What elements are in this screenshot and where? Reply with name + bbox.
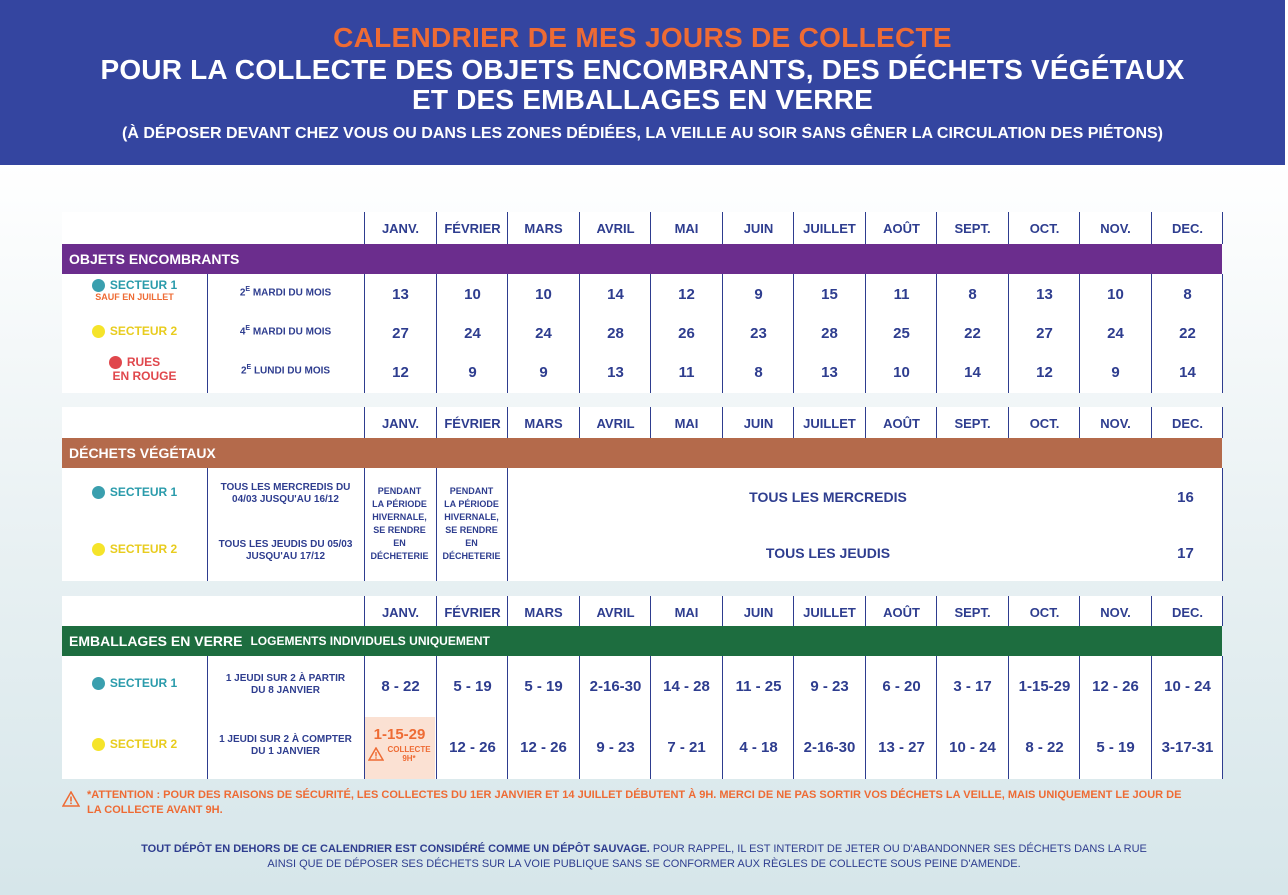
- date-cell: 10: [464, 285, 481, 303]
- wide-thursdays: TOUS LES JEUDIS: [765, 545, 891, 561]
- date-cell: 28: [821, 324, 838, 342]
- rule-sector-1: 1 JEUDI SUR 2 À PARTIR DU 8 JANVIER: [225, 673, 346, 696]
- grid-divider: [207, 468, 208, 581]
- date-cell: 8: [1183, 285, 1192, 303]
- date-cell: 10 - 24: [949, 738, 996, 756]
- date-cell: 9: [754, 285, 763, 303]
- verre-title: EMBALLAGES EN VERRE: [69, 633, 243, 649]
- rule-sector-2: 1 JEUDI SUR 2 À COMPTER DU 1 JANVIER: [219, 734, 352, 757]
- month-header: MARS: [524, 604, 563, 620]
- page-heading-line2: ET DES EMBALLAGES EN VERRE: [411, 84, 874, 115]
- safety-warning: [62, 788, 1222, 818]
- grid-divider: [364, 468, 365, 581]
- grid-divider: [1079, 596, 1080, 626]
- month-header: AVRIL: [596, 604, 635, 620]
- grid-divider: [1008, 212, 1009, 244]
- grid-divider: [1151, 596, 1152, 626]
- date-cell: 26: [678, 324, 695, 342]
- grid-divider: [1079, 407, 1080, 438]
- warning-line-2: LA COLLECTE AVANT 9H.: [87, 804, 223, 816]
- date-cell: 23: [750, 324, 767, 342]
- grid-divider: [865, 656, 866, 779]
- date-cell: 8 - 22: [1025, 738, 1064, 756]
- rule-sector-2: $4^E$ MARDI DU MOIS: [239, 325, 332, 338]
- date-cell: 15: [821, 285, 838, 303]
- footer-bold: TOUT DÉPÔT EN DEHORS DE CE CALENDRIER EST CONSIDÉRÉ COMME UN DÉPÔT SAUVAGE.: [141, 843, 650, 855]
- date-cell: 27: [1036, 324, 1053, 342]
- grid-divider: [793, 212, 794, 244]
- date-cell: 13 - 27: [878, 738, 925, 756]
- month-header: JUIN: [743, 604, 774, 620]
- footer-notice: [0, 842, 1288, 872]
- grid-divider: [507, 656, 508, 779]
- month-header: SEPT.: [954, 220, 991, 236]
- verre-band: [62, 626, 1222, 656]
- vegetaux-title: DÉCHETS VÉGÉTAUX: [69, 445, 216, 461]
- grid-divider: [507, 274, 508, 393]
- vegetaux-section: [62, 407, 1222, 581]
- month-header: JANV.: [381, 415, 420, 431]
- red-dot-icon: [109, 356, 122, 369]
- date-cell: 10 - 24: [1164, 677, 1211, 695]
- date-cell: 10: [893, 363, 910, 381]
- sector-1-label: SECTEUR 1: [62, 676, 207, 690]
- sector-1-note: SAUF EN JUILLET: [95, 292, 174, 303]
- yellow-dot-icon: [92, 543, 105, 556]
- date-cell: 10: [1107, 285, 1124, 303]
- vegetaux-band: [62, 438, 1222, 468]
- grid-divider: [1151, 656, 1152, 779]
- date-cell: 13: [607, 363, 624, 381]
- date-cell: 25: [893, 324, 910, 342]
- date-cell: 27: [392, 324, 409, 342]
- grid-divider: [364, 274, 365, 393]
- teal-dot-icon: [92, 279, 105, 292]
- date-cell: 8: [968, 285, 977, 303]
- rule-sector-1: $2^E$ MARDI DU MOIS: [239, 286, 332, 299]
- jan-sector-2-dates: 1-15-29: [373, 726, 426, 743]
- date-cell: 7 - 21: [667, 738, 706, 756]
- month-header: JUILLET: [803, 220, 856, 236]
- grid-divider: [1079, 274, 1080, 393]
- month-header: JUILLET: [803, 604, 856, 620]
- date-cell: 24: [1107, 324, 1124, 342]
- grid-divider: [364, 407, 365, 438]
- grid-divider: [436, 212, 437, 244]
- date-cell: 12 - 26: [449, 738, 496, 756]
- date-cell: 9: [1111, 363, 1120, 381]
- grid-divider: [650, 596, 651, 626]
- grid-divider: [722, 274, 723, 393]
- month-header: AOÛT: [883, 415, 920, 431]
- grid-divider: [1222, 596, 1223, 626]
- date-cell: 12: [392, 363, 409, 381]
- date-cell: 12 - 26: [520, 738, 567, 756]
- month-header: FÉVRIER: [444, 415, 501, 431]
- grid-divider: [1222, 274, 1223, 393]
- grid-divider: [722, 656, 723, 779]
- date-cell: 13: [1036, 285, 1053, 303]
- grid-divider: [1008, 407, 1009, 438]
- date-cell: 9 - 23: [810, 677, 849, 695]
- month-header: JANV.: [381, 220, 420, 236]
- grid-divider: [1151, 274, 1152, 393]
- date-cell: 9 - 23: [596, 738, 635, 756]
- date-cell: 2-16-30: [803, 738, 856, 756]
- grid-divider: [936, 596, 937, 626]
- rule-red-streets: $2^E$ LUNDI DU MOIS: [240, 364, 331, 377]
- date-cell: 14: [607, 285, 624, 303]
- grid-divider: [865, 596, 866, 626]
- rule-sector-1: TOUS LES MERCREDIS DU 04/03 JUSQU'AU 16/12: [220, 482, 351, 505]
- date-cell: 22: [1179, 324, 1196, 342]
- date-cell: 24: [535, 324, 552, 342]
- grid-divider: [722, 212, 723, 244]
- grid-divider: [436, 274, 437, 393]
- sector-2-label: SECTEUR 2: [62, 542, 207, 556]
- grid-divider: [1222, 212, 1223, 244]
- page-header: [0, 0, 1285, 165]
- warning-icon: [368, 747, 384, 761]
- grid-divider: [936, 274, 937, 393]
- month-header: AVRIL: [596, 220, 635, 236]
- date-cell: 28: [607, 324, 624, 342]
- date-cell: 8: [754, 363, 763, 381]
- month-header: DEC.: [1171, 415, 1204, 431]
- grid-divider: [1222, 656, 1223, 779]
- date-cell: 3 - 17: [953, 677, 992, 695]
- yellow-dot-icon: [92, 325, 105, 338]
- grid-divider: [650, 656, 651, 779]
- date-cell: 3-17-31: [1161, 738, 1214, 756]
- date-cell: 22: [964, 324, 981, 342]
- grid-divider: [1151, 212, 1152, 244]
- sector-2-label: SECTEUR 2: [62, 737, 207, 751]
- grid-divider: [507, 212, 508, 244]
- sector-1-label: SECTEUR 1: [62, 485, 207, 499]
- grid-divider: [865, 274, 866, 393]
- grid-divider: [579, 212, 580, 244]
- date-cell: 9: [468, 363, 477, 381]
- encombrants-band: [62, 244, 1222, 274]
- warning-line-1: *ATTENTION : POUR DES RAISONS DE SÉCURITÉ, LES COLLECTES DU 1ER JANVIER ET 14 JUILLET DÉBUTENT À 9H. MERCI DE NE PAS SORTIR VOS DÉCHETS LA VEILLE, MAIS UNIQUEMENT LE JOUR DE: [87, 789, 1182, 801]
- winter-note-jan: PENDANT LA PÉRIODE HIVERNALE, SE RENDRE EN DÉCHETERIE: [370, 486, 429, 561]
- winter-note-feb: PENDANT LA PÉRIODE HIVERNALE, SE RENDRE EN DÉCHETERIE: [442, 486, 501, 561]
- encombrants-title: OBJETS ENCOMBRANTS: [69, 251, 240, 267]
- month-header: JUIN: [743, 415, 774, 431]
- grid-divider: [650, 274, 651, 393]
- grid-divider: [364, 212, 365, 244]
- page-title: CALENDRIER DE MES JOURS DE COLLECTE: [333, 22, 952, 53]
- page-heading-line1: POUR LA COLLECTE DES OBJETS ENCOMBRANTS, DES DÉCHETS VÉGÉTAUX: [100, 54, 1185, 85]
- grid-divider: [1008, 656, 1009, 779]
- grid-divider: [1222, 468, 1223, 581]
- grid-divider: [1008, 596, 1009, 626]
- month-header: JANV.: [381, 604, 420, 620]
- rule-sector-2: TOUS LES JEUDIS DU 05/03 JUSQU'AU 17/12: [218, 539, 353, 562]
- month-header: OCT.: [1029, 604, 1060, 620]
- date-cell: 1-15-29: [1018, 677, 1071, 695]
- red-streets-label: RUES EN ROUGE: [62, 355, 207, 383]
- month-header: MAI: [674, 604, 699, 620]
- date-cell: 10: [535, 285, 552, 303]
- month-header: OCT.: [1029, 415, 1060, 431]
- grid-divider: [436, 468, 437, 581]
- grid-divider: [1008, 274, 1009, 393]
- grid-divider: [865, 407, 866, 438]
- teal-dot-icon: [92, 677, 105, 690]
- yellow-dot-icon: [92, 738, 105, 751]
- grid-divider: [436, 656, 437, 779]
- month-header: DEC.: [1171, 220, 1204, 236]
- grid-divider: [364, 596, 365, 626]
- grid-divider: [650, 407, 651, 438]
- grid-divider: [579, 407, 580, 438]
- date-cell: 4 - 18: [739, 738, 778, 756]
- date-cell: 12: [678, 285, 695, 303]
- date-cell: 11: [893, 285, 910, 303]
- month-header: JUILLET: [803, 415, 856, 431]
- encombrants-section: [62, 212, 1222, 393]
- grid-divider: [793, 656, 794, 779]
- teal-dot-icon: [92, 486, 105, 499]
- month-header: OCT.: [1029, 220, 1060, 236]
- grid-divider: [1079, 212, 1080, 244]
- grid-divider: [436, 407, 437, 438]
- sector-1-label: SECTEUR 1 SAUF EN JUILLET: [62, 278, 207, 302]
- month-header: SEPT.: [954, 415, 991, 431]
- month-header: AVRIL: [596, 415, 635, 431]
- grid-divider: [207, 656, 208, 779]
- grid-divider: [650, 212, 651, 244]
- month-header: NOV.: [1100, 220, 1131, 236]
- page-subtitle: (À DÉPOSER DEVANT CHEZ VOUS OU DANS LES ZONES DÉDIÉES, LA VEILLE AU SOIR SANS GÊNER LA CIRCULATION DES PIÉTONS): [122, 125, 1163, 142]
- month-header: MARS: [524, 415, 563, 431]
- month-header: FÉVRIER: [444, 604, 501, 620]
- sector-2-label: SECTEUR 2: [62, 324, 207, 338]
- dec-sector-2: 17: [1177, 544, 1194, 562]
- wide-wednesdays: TOUS LES MERCREDIS: [749, 489, 907, 505]
- grid-divider: [722, 407, 723, 438]
- jan-sector-2-cell: 1-15-29 COLLECTE 9H*: [364, 726, 435, 763]
- grid-divider: [793, 596, 794, 626]
- grid-divider: [936, 212, 937, 244]
- grid-divider: [1151, 407, 1152, 438]
- date-cell: 12 - 26: [1092, 677, 1139, 695]
- date-cell: 8 - 22: [381, 677, 420, 695]
- month-header: AOÛT: [883, 604, 920, 620]
- date-cell: 12: [1036, 363, 1053, 381]
- month-header: MAI: [674, 415, 699, 431]
- month-header: MAI: [674, 220, 699, 236]
- warning-icon: [62, 791, 80, 807]
- date-cell: 14: [1179, 363, 1196, 381]
- grid-divider: [579, 596, 580, 626]
- date-cell: 11 - 25: [735, 677, 782, 695]
- dec-sector-1: 16: [1177, 488, 1194, 506]
- grid-divider: [1222, 407, 1223, 438]
- date-cell: 13: [821, 363, 838, 381]
- month-header: FÉVRIER: [444, 220, 501, 236]
- grid-divider: [364, 656, 365, 779]
- date-cell: 5 - 19: [453, 677, 492, 695]
- grid-divider: [207, 274, 208, 393]
- grid-divider: [865, 212, 866, 244]
- date-cell: 14 - 28: [663, 677, 710, 695]
- month-header: AOÛT: [883, 220, 920, 236]
- date-cell: 13: [392, 285, 409, 303]
- month-header: DEC.: [1171, 604, 1204, 620]
- grid-divider: [579, 274, 580, 393]
- grid-divider: [507, 468, 508, 581]
- grid-divider: [722, 596, 723, 626]
- month-header: JUIN: [743, 220, 774, 236]
- grid-divider: [579, 656, 580, 779]
- month-header: NOV.: [1100, 604, 1131, 620]
- grid-divider: [507, 407, 508, 438]
- grid-divider: [936, 407, 937, 438]
- grid-divider: [436, 596, 437, 626]
- verre-section: [62, 596, 1222, 779]
- date-cell: 5 - 19: [1096, 738, 1135, 756]
- month-header: MARS: [524, 220, 563, 236]
- footer-line-2: AINSI QUE DE DÉPOSER SES DÉCHETS SUR LA VOIE PUBLIQUE SANS SE CONFORMER AUX RÈGLES DE COLLECTE SOUS PEINE D'AMENDE.: [267, 858, 1021, 870]
- date-cell: 11: [678, 363, 695, 381]
- month-header: SEPT.: [954, 604, 991, 620]
- grid-divider: [936, 656, 937, 779]
- month-header: NOV.: [1100, 415, 1131, 431]
- date-cell: 5 - 19: [524, 677, 563, 695]
- grid-divider: [507, 596, 508, 626]
- grid-divider: [793, 274, 794, 393]
- verre-subtitle: LOGEMENTS INDIVIDUELS UNIQUEMENT: [250, 634, 490, 648]
- footer-rest: POUR RAPPEL, IL EST INTERDIT DE JETER OU D'ABANDONNER SES DÉCHETS DANS LA RUE: [649, 843, 1147, 855]
- grid-divider: [793, 407, 794, 438]
- date-cell: 24: [464, 324, 481, 342]
- date-cell: 2-16-30: [589, 677, 642, 695]
- date-cell: 9: [539, 363, 548, 381]
- date-cell: 6 - 20: [882, 677, 921, 695]
- date-cell: 14: [964, 363, 981, 381]
- grid-divider: [1079, 656, 1080, 779]
